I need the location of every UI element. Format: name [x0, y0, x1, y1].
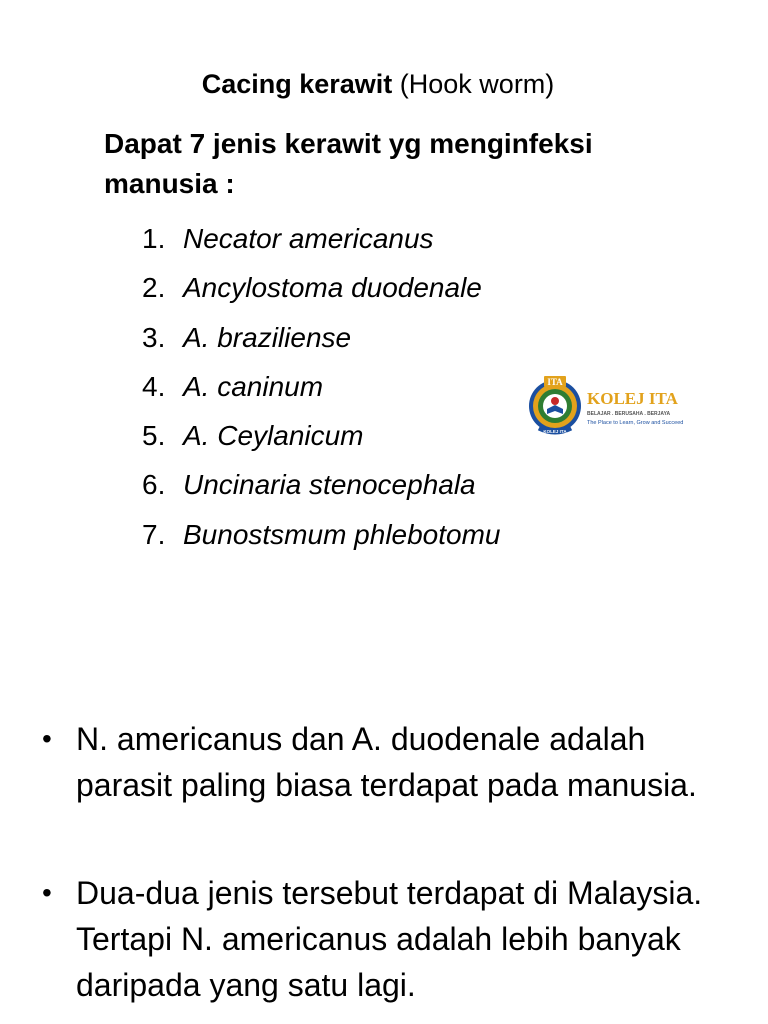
title-bold: Cacing kerawit: [201, 69, 393, 99]
list-number: 4.: [142, 370, 166, 402]
species-name: A. Ceylanicum: [183, 420, 364, 452]
list-number: 6.: [142, 469, 166, 501]
logo-motto: BELAJAR . BERUSAHA . BERJAYA: [587, 411, 671, 417]
title-normal: (Hook worm): [392, 69, 555, 99]
list-item: [142, 411, 501, 460]
logo-seal-text: KOLEJ ITA: [543, 429, 567, 434]
species-name: A. caninum: [183, 370, 324, 402]
list-item: [142, 214, 501, 263]
bullet-dot: •: [42, 723, 52, 754]
bullet-list: [42, 716, 732, 1008]
list-number: 5.: [142, 420, 166, 452]
species-name: Bunostsmum phlebotomu: [183, 518, 501, 550]
intro-text: Dapat 7 jenis kerawit yg menginfeksi manusia :: [104, 128, 593, 199]
species-name: A. braziliense: [183, 321, 352, 353]
logo-tagline: The Place to Learn, Grow and Succeed: [587, 420, 684, 426]
bullet-dot: •: [42, 877, 52, 908]
list-number: 1.: [142, 223, 166, 254]
species-name: Uncinaria stenocephala: [183, 469, 476, 501]
bullet-item: [42, 716, 732, 808]
species-name: Ancylostoma duodenale: [183, 272, 482, 304]
logo-seal: [529, 376, 581, 434]
list-number: 3.: [142, 321, 166, 353]
list-item: [142, 510, 501, 559]
list-number: 7.: [142, 518, 166, 550]
bullet-item: [42, 870, 732, 1008]
list-item: [142, 313, 501, 362]
list-item: [142, 460, 501, 509]
bullet-text: Dua-dua jenis tersebut terdapat di Malaysia. Tertapi N. americanus adalah lebih banyak daripada yang satu lagi.: [76, 875, 703, 1003]
page-title: [0, 64, 756, 104]
bullet-text: N. americanus dan A. duodenale adalah parasit paling biasa terdapat pada manusia.: [76, 721, 697, 803]
list-number: 2.: [142, 272, 166, 304]
list-item: [142, 362, 501, 411]
species-list: [142, 214, 501, 559]
logo-badge-text: ITA: [547, 377, 563, 387]
list-item: [142, 263, 501, 312]
kolej-ita-logo: [525, 374, 700, 438]
species-name: Necator americanus: [183, 223, 434, 254]
logo-name: KOLEJ ITA: [587, 389, 678, 408]
